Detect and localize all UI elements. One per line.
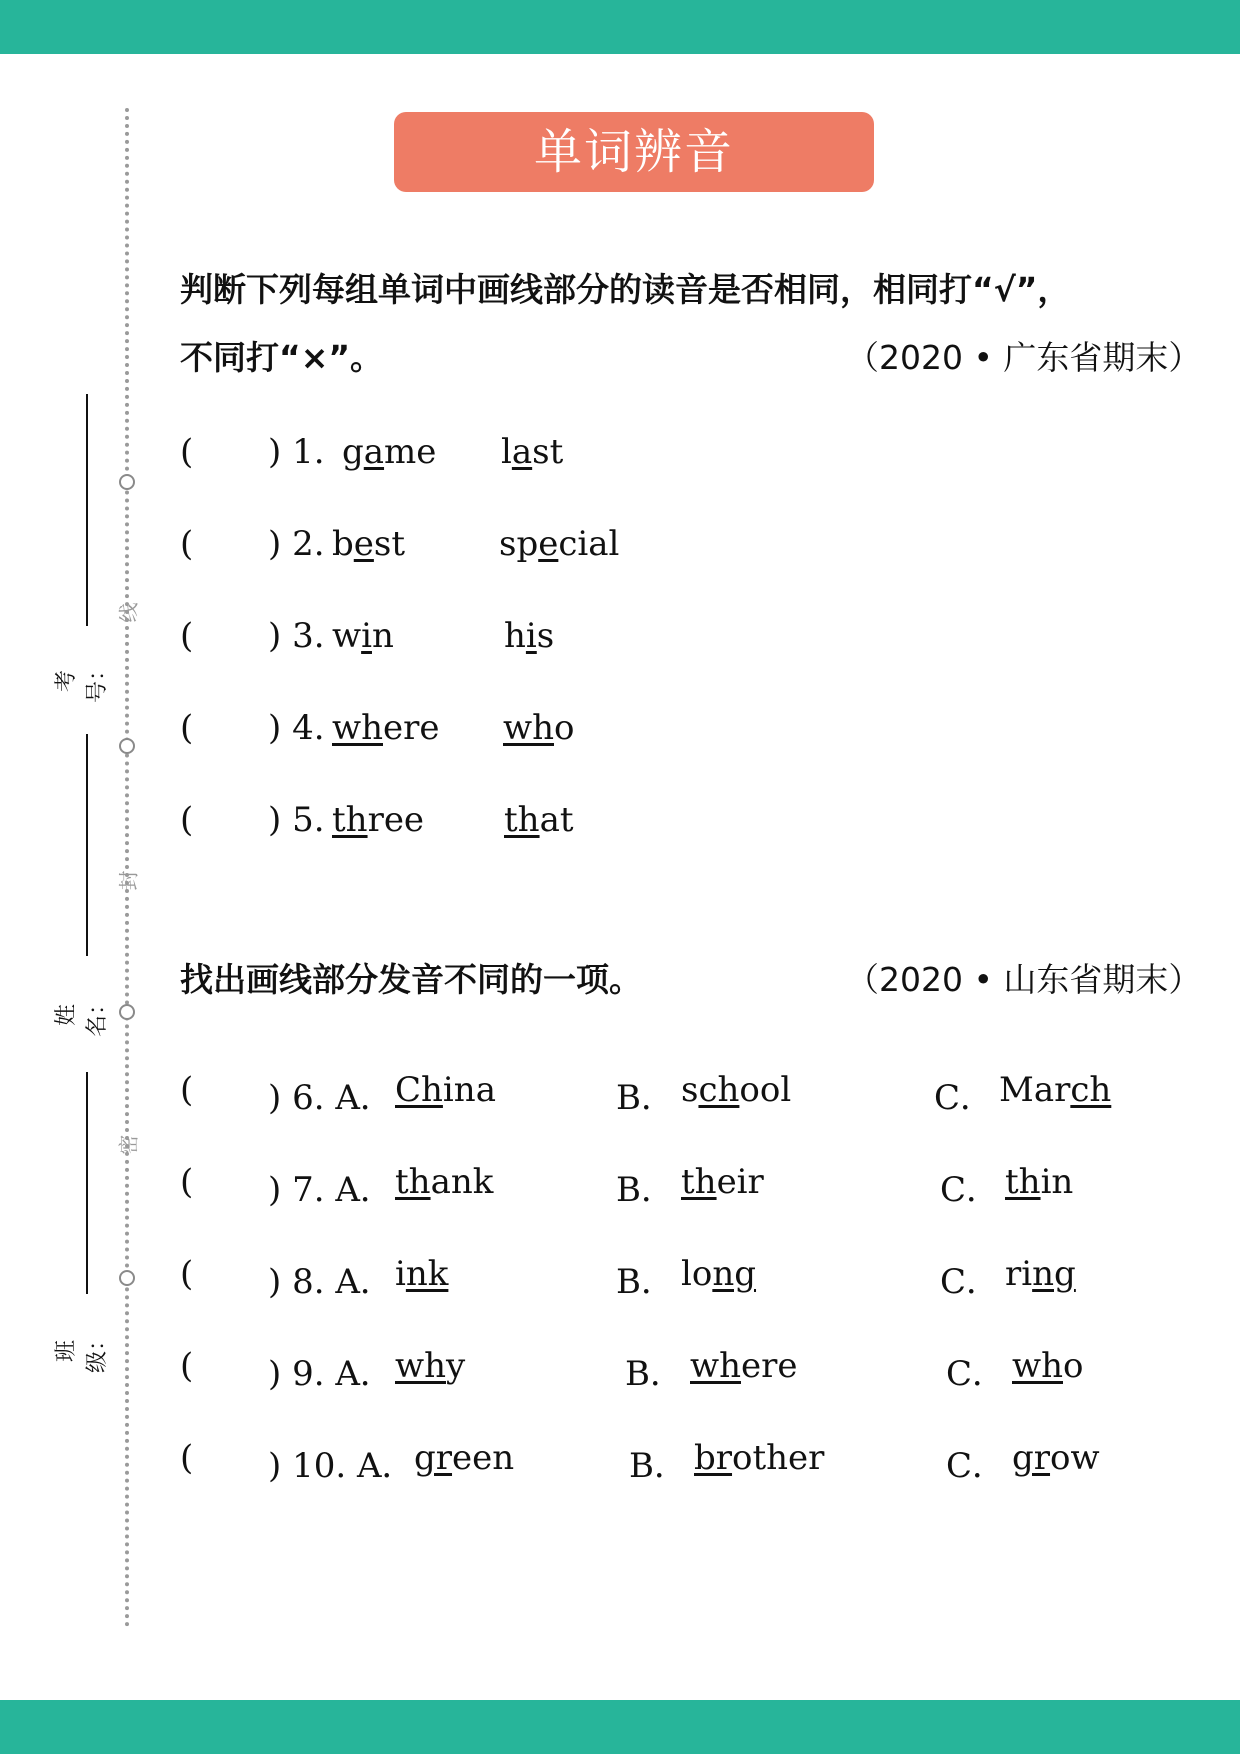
word-2: special (499, 524, 620, 564)
part1-source: （2020 • 广东省期末） (846, 338, 1202, 377)
option-a: green (414, 1438, 515, 1478)
answer-paren[interactable]: ( (180, 1438, 194, 1478)
name-line (86, 734, 88, 956)
option-c: thin (1005, 1162, 1074, 1202)
answer-paren[interactable]: ( (180, 708, 194, 748)
exam-no-line (86, 394, 88, 626)
option-c-label: C． (934, 1078, 995, 1118)
option-c-label: C． (940, 1170, 1001, 1210)
option-b: long (681, 1254, 757, 1294)
option-b-label: B． (625, 1354, 684, 1394)
option-c: who (1012, 1346, 1084, 1386)
option-b: brother (694, 1438, 825, 1478)
answer-paren[interactable]: ( (180, 616, 194, 656)
question-number: ) 5. (268, 800, 325, 840)
binding-ring (119, 1004, 135, 1020)
bottom-band (0, 1700, 1240, 1754)
option-a: ink (395, 1254, 449, 1294)
question-number: ) 7. A． (268, 1170, 394, 1210)
word-2: his (504, 616, 555, 656)
cut-word-feng: 封 (116, 870, 141, 891)
option-c-label: C． (946, 1446, 1007, 1486)
question-number: ) 8. A． (268, 1262, 394, 1302)
option-b-label: B． (616, 1170, 675, 1210)
question-number: ) 6. A． (268, 1078, 394, 1118)
word-2: last (501, 432, 564, 472)
option-c-label: C． (946, 1354, 1007, 1394)
answer-paren[interactable]: ( (180, 524, 194, 564)
word-1: where (332, 708, 440, 748)
part1-instruction-line1: 判断下列每组单词中画线部分的读音是否相同，相同打“√”， (180, 270, 1071, 309)
answer-paren[interactable]: ( (180, 1070, 194, 1110)
option-a: China (395, 1070, 496, 1110)
option-b-label: B． (616, 1078, 675, 1118)
question-number: ) 3. (268, 616, 325, 656)
option-b: their (681, 1162, 764, 1202)
section-title: 单词辨音 (394, 112, 874, 192)
name-label: 姓名： (54, 993, 110, 1038)
binding-ring (119, 1270, 135, 1286)
class-label: 班级： (54, 1329, 110, 1374)
question-number: ) 1. (268, 432, 325, 472)
option-a: thank (395, 1162, 494, 1202)
answer-paren[interactable]: ( (180, 432, 194, 472)
option-c: grow (1012, 1438, 1100, 1478)
option-b: school (681, 1070, 792, 1110)
top-band (0, 0, 1240, 54)
question-number: ) 10. A． (268, 1446, 416, 1486)
cut-word-xian: 线 (116, 602, 141, 623)
class-line (86, 1072, 88, 1294)
part2-source: （2020 • 山东省期末） (846, 960, 1202, 999)
word-1: three (332, 800, 425, 840)
option-b-label: B． (616, 1262, 675, 1302)
word-2: that (504, 800, 574, 840)
option-c: ring (1005, 1254, 1076, 1294)
answer-paren[interactable]: ( (180, 1162, 194, 1202)
part2-instruction: 找出画线部分发音不同的一项。 (180, 960, 642, 999)
answer-paren[interactable]: ( (180, 1254, 194, 1294)
question-number: ) 2. (268, 524, 325, 564)
option-b: where (690, 1346, 798, 1386)
word-2: who (503, 708, 575, 748)
word-1: best (332, 524, 406, 564)
answer-paren[interactable]: ( (180, 800, 194, 840)
option-a: why (395, 1346, 466, 1386)
option-b-label: B． (629, 1446, 688, 1486)
option-c-label: C． (940, 1262, 1001, 1302)
cut-word-mi: 密 (116, 1134, 141, 1155)
question-number: ) 9. A． (268, 1354, 394, 1394)
question-number: ) 4. (268, 708, 325, 748)
binding-ring (119, 474, 135, 490)
exam-no-label: 考号： (54, 659, 110, 704)
binding-ring (119, 738, 135, 754)
word-1: win (332, 616, 394, 656)
option-c: March (999, 1070, 1112, 1110)
answer-paren[interactable]: ( (180, 1346, 194, 1386)
part1-instruction-line2: 不同打“×”。 (180, 338, 384, 377)
word-1: game (342, 432, 437, 472)
